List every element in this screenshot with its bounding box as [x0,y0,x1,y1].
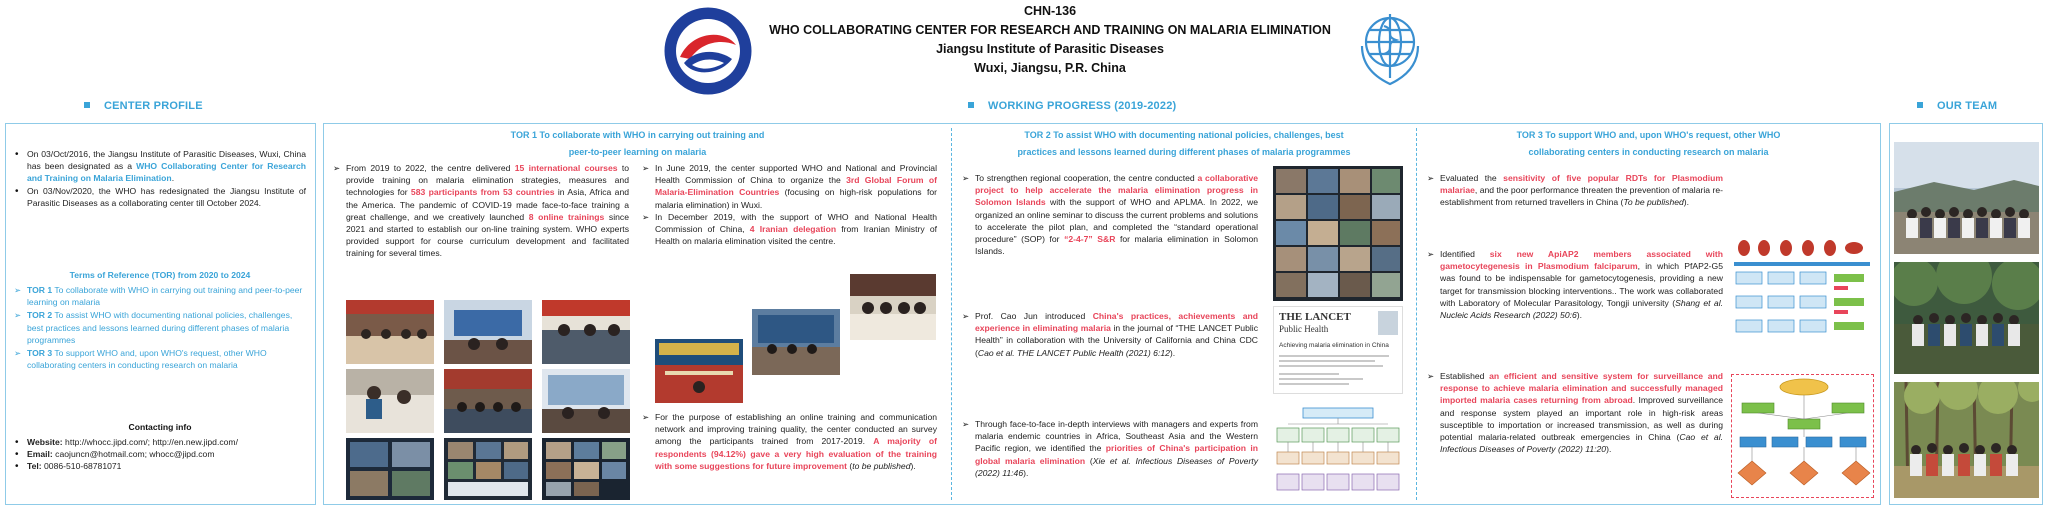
tor1-global-forum-item: ➢ In June 2019, the center supported WHO and National and Provincial Health Commission of China to organize the 3rd Global Forum of Malaria-Elimination Countries (focusing on high-risk populations for malaria elimination) in Wuxi. [642,162,937,211]
lancet-journal-title: THE LANCET [1279,311,1351,323]
section-our-team: OUR TEAM [1917,99,1997,115]
poster-title: WHO COLLABORATING CENTER FOR RESEARCH AND TRAINING ON MALARIA ELIMINATION [769,23,1331,37]
profile-designation: • On 03/Oct/2016, the Jiangsu Institute of Parasitic Diseases, Wuxi, China has been designated as a WHO Collaborating Center for Research and Training on Malaria Elimination. [14,148,306,185]
tor1-survey-item: ➢ For the purpose of establishing an online training and communication network and improving training quality, the center conducted an survey among the participants trained from 2017-2019. A majority of respondents (94.12%) gave a very high evaluation of the training with some suggestions for future improvement (to be published). [642,411,937,472]
tor2-lancet-list [962,310,1258,359]
tor1-courses-item: ➢ From 2019 to 2022, the centre delivered 15 international courses to provide training on malaria elimination strategies, measures and technologies for 583 participants from 53 countries in Asia, Africa and the America. The pandemic of COVID-19 made face-to-face training a great challenge, and we creatively launched 8 online trainings since 2021 and started to establish our on-line training system. WHO experts provided support for course curriculum development and facilitated training for several times. [333,162,629,260]
tor2-lancet-item: ➢ Prof. Cao Jun introduced China's practices, achievements and experience in eliminating malaria in the journal of “THE LANCET Public Health” in collaboration with the University of California and China CDC (Cao et al. THE LANCET Public Health (2021) 6:12). [962,310,1258,359]
tor3-heading: TOR 3 To support WHO and, upon WHO's request, other WHO collaborating centers in conducting research on malaria [1516,130,1781,157]
profile-list [14,148,306,209]
training-photo [444,300,532,364]
contact-title: Contacting info [128,422,192,432]
tor2-solomon-item: ➢ To strengthen regional cooperation, the centre conducted a collaborative project to help accelerate the malaria elimination progress in Solomon Islands with the support of WHO and APLMA. In 2022, we organized an online seminar to discuss the current problems and solutions to accelerate the pilot plan, and completed the “standard operational procedure” (SOP) for “2-4-7” S&R for malaria elimination in Solomon Islands. [962,172,1258,257]
online-training-screenshot [444,438,532,500]
institute-location: Wuxi, Jiangsu, P.R. China [974,61,1126,75]
contact-email[interactable]: • Email: caojuncn@hotmail.com; whocc@jipd.com [14,448,314,460]
poster-code: CHN-136 [1023,4,1077,18]
lancet-article-thumbnail [1273,306,1403,394]
tor3-surveillance-list [1427,370,1723,455]
tor2-priorities-list [962,418,1258,479]
institute-name: Jiangsu Institute of Parasitic Diseases [936,42,1164,56]
tor1-heading: TOR 1 To collaborate with WHO in carrying out training and peer-to-peer learning on malaria [510,130,765,157]
delegation-photo [850,274,936,340]
tor-1-item: ➢ TOR 1 To collaborate with WHO in carrying out training and peer-to-peer learning on malaria [14,284,306,308]
tor-list [14,284,306,371]
lancet-article-title: Achieving malaria elimination in China [1279,342,1389,349]
tor1-left-list [333,162,629,260]
tor1-right-list [642,162,937,247]
training-photo [346,369,434,433]
tor-title: Terms of Reference (TOR) from 2020 to 2024 [69,270,251,280]
lancet-journal-subtitle: Public Health [1279,324,1329,334]
tor-3-item: ➢ TOR 3 To support WHO and, upon WHO's request, other WHO collaborating centers in conducting research on malaria [14,347,306,371]
surveillance-flowchart [1731,374,1874,498]
tor3-surveillance-item: ➢ Established an efficient and sensitive system for surveillance and response to achieve malaria elimination and successfully managed imported malaria cases returning from abroad. Improved surveillance and response system played an important role in high-risk areas susceptible to importation or increased transmission, as well as during potential malaria-related outbreak emergencies in China (Cao et al. Infectious Diseases of Poverty (2022) 11:20). [1427,370,1723,455]
who-emblem-icon [1348,6,1432,90]
contact-website[interactable]: • Website: http://whocc.jipd.com/; http://en.new.jipd.com/ [14,436,314,448]
tor2-solomon-list [962,172,1258,257]
training-photo [542,369,630,433]
online-training-screenshot [542,438,630,500]
gametocytogenesis-figure [1730,236,1874,350]
jipd-logo-icon [662,5,754,97]
training-photo [444,369,532,433]
profile-redesignation: • On 03/Nov/2020, the WHO has redesignated the Jiangsu Institute of Parasitic Diseases as a collaborating center till October 2024. [14,185,306,209]
section-center-profile: CENTER PROFILE [84,99,203,115]
column-divider [951,128,952,500]
tor2-heading: TOR 2 To assist WHO with documenting national policies, challenges, best practices and lessons learned during different phases of malaria programmes [1017,130,1351,157]
forum-photo [752,309,840,375]
tor2-priorities-item: ➢ Through face-to-face in-depth interviews with managers and experts from malaria endemic countries in Africa, Southeast Asia and the Western Pacific region, we identified the priorities of China's participation in global malaria elimination (Xie et al. Infectious Diseases of Poverty (2022) 11:46). [962,418,1258,479]
training-photo [346,300,434,364]
tor3-apiap2-item: ➢ Identified six new ApiAP2 members associated with gametocytegenesis in Plasmodium falciparum, in which PfAP2-G5 was found to be indispensable for gametocytogenesis, providing a new target for transmission blocking interventions.. The work was collaborated with Laboratory of Molecular Parasitology, Tongji university (Shang et al. Nucleic Acids Research (2022) 50:6). [1427,248,1723,321]
online-seminar-screenshot [1273,166,1403,301]
team-photo [1894,382,2039,498]
training-photo [542,300,630,364]
column-divider [1416,128,1417,500]
online-training-screenshot [346,438,434,500]
tor-2-item: ➢ TOR 2 To assist WHO with documenting national policies, challenges, best practices and lessons learned during different phases of malaria programmes [14,309,306,346]
priorities-figure [1273,404,1403,496]
forum-photo [655,339,743,403]
tor1-iranian-delegation-item: ➢ In December 2019, with the support of WHO and National Health Commission of China, 4 Iranian delegation from Iranian Ministry of Health on malaria elimination visited the centre. [642,211,937,248]
contact-list [14,436,314,473]
tor3-apiap2-list [1427,248,1723,321]
tor1-survey-list [642,411,937,472]
team-photo [1894,142,2039,254]
tor3-rdt-item: ➢ Evaluated the sensitivity of five popular RDTs for Plasmodium malariae, and the poor performance threaten the prevention of malaria re-establishment from returned travellers in China (To be published). [1427,172,1723,209]
contact-tel: • Tel: 0086-510-68781071 [14,460,314,472]
section-working-progress: WORKING PROGRESS (2019-2022) [968,99,1176,115]
team-photo [1894,262,2039,374]
tor3-rdt-list [1427,172,1723,209]
